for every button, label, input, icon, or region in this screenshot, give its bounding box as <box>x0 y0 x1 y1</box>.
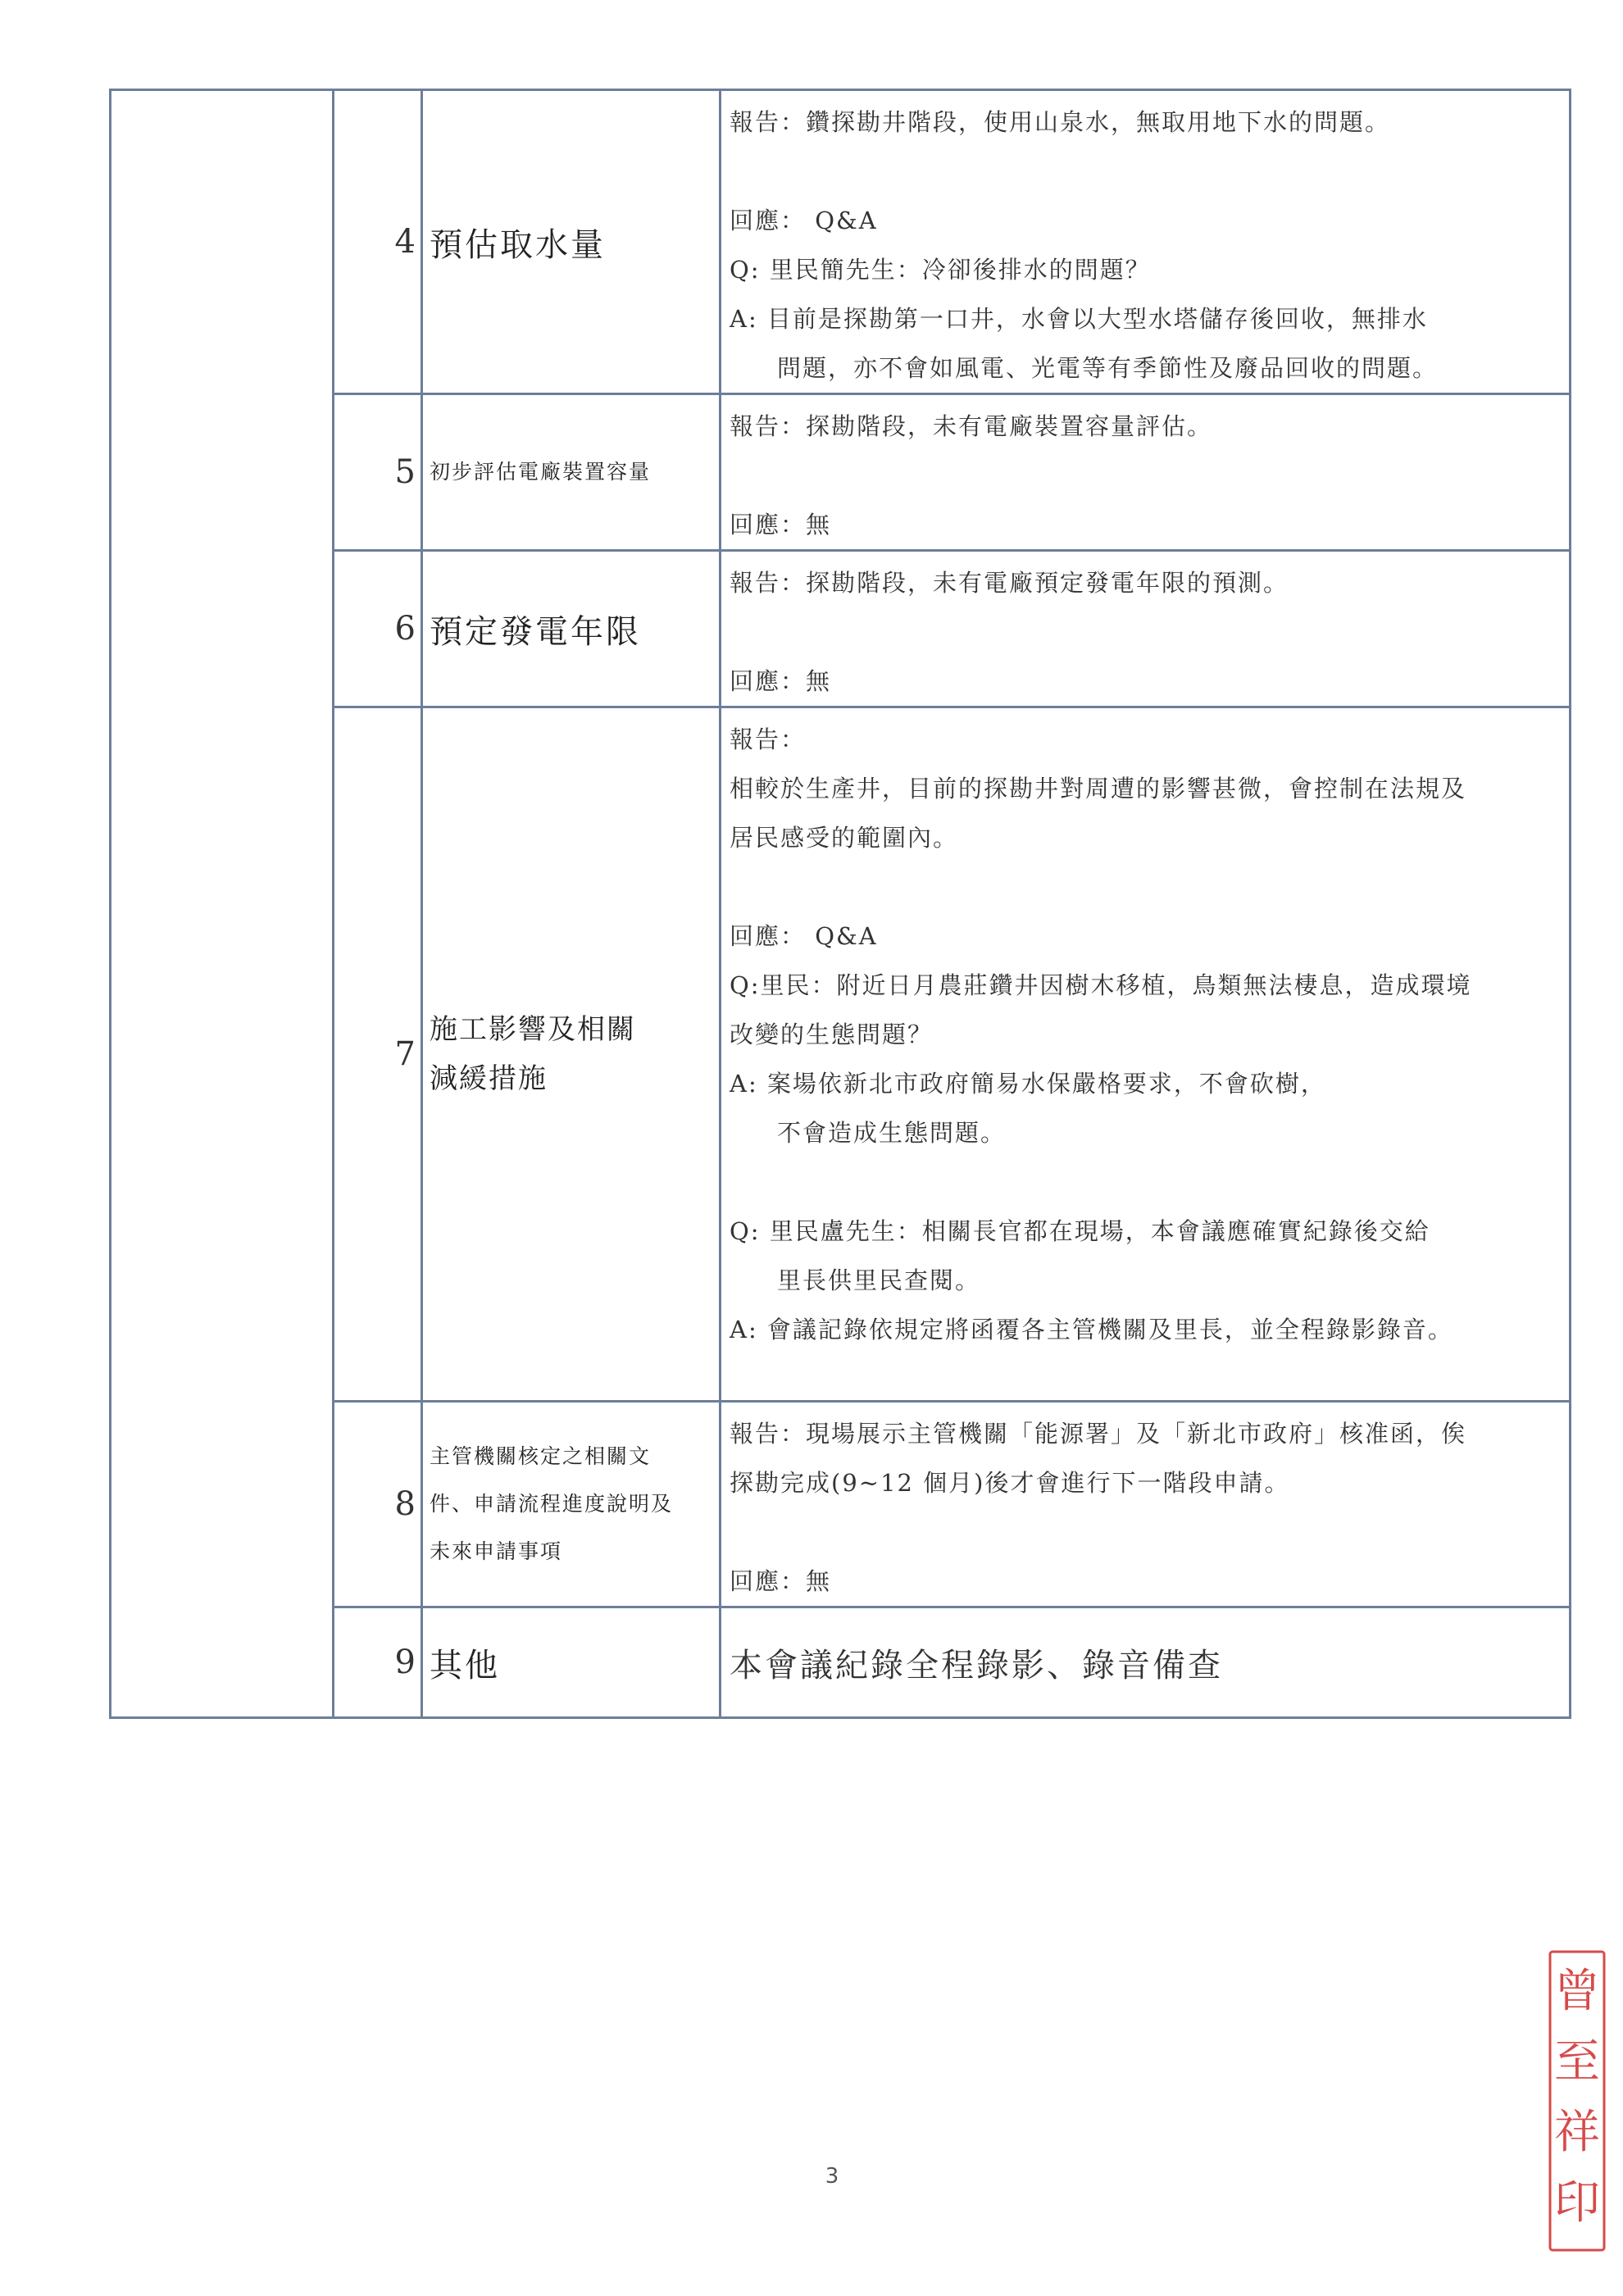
row-number: 6 <box>334 551 422 707</box>
blank-line <box>730 451 1561 500</box>
seal-character: 祥 <box>1554 2106 1600 2159</box>
item-title-line: 件、申請流程進度說明及 <box>430 1492 674 1516</box>
left-blank-column <box>111 90 334 1718</box>
content-line: 報告：現場展示主管機關「能源署」及「新北市政府」核准函，俟 <box>730 1420 1467 1448</box>
row-number: 4 <box>334 90 422 394</box>
seal-stamp-icon <box>1548 1949 1607 2253</box>
seal-character: 印 <box>1554 2176 1600 2230</box>
item-title: 初步評估電廠裝置容量 <box>422 394 721 551</box>
content-line: A: 會議記錄依規定將函覆各主管機關及里長，並全程錄影錄音。 <box>730 1316 1453 1344</box>
item-title-line: 減緩措施 <box>430 1062 548 1095</box>
item-content: 本會議紀錄全程錄影、錄音備查 <box>721 1607 1571 1718</box>
item-content <box>721 90 1571 394</box>
blank-line <box>730 1157 1561 1207</box>
minutes-table <box>109 89 1571 1719</box>
content-line: 回應： Q&A <box>730 207 878 234</box>
content-line: 報告： <box>730 725 807 753</box>
blank-line <box>730 1507 1561 1557</box>
row-number: 7 <box>334 707 422 1402</box>
content-line: 改變的生態問題？ <box>730 1021 934 1048</box>
item-content <box>721 551 1571 707</box>
row-number: 9 <box>334 1607 422 1718</box>
content-line: 報告：鑽探勘井階段，使用山泉水，無取用地下水的問題。 <box>730 108 1391 136</box>
content-line: 回應：無 <box>730 667 832 695</box>
row-number: 8 <box>334 1402 422 1607</box>
seal-character: 至 <box>1554 2035 1600 2089</box>
item-content <box>721 394 1571 551</box>
content-line: 報告：探勘階段，未有電廠裝置容量評估。 <box>730 412 1213 440</box>
item-title: 其他 <box>422 1607 721 1718</box>
item-title-line: 未來申請事項 <box>430 1539 563 1563</box>
item-title <box>422 1402 721 1607</box>
seal-character: 曾 <box>1554 1965 1600 2018</box>
content-line: 回應：無 <box>730 1567 832 1595</box>
content-line: Q:里民：附近日月農莊鑽井因樹木移植，鳥類無法棲息，造成環境 <box>730 971 1472 999</box>
blank-line <box>730 607 1561 657</box>
item-title <box>422 707 721 1402</box>
content-line: Q: 里民簡先生：冷卻後排水的問題？ <box>730 256 1151 284</box>
content-line: 里長供里民查閱。 <box>777 1266 981 1294</box>
item-content <box>721 1402 1571 1607</box>
content-line: A: 案場依新北市政府簡易水保嚴格要求，不會砍樹， <box>730 1070 1326 1098</box>
table-row <box>111 90 1571 394</box>
item-title-line: 施工影響及相關 <box>430 1013 636 1046</box>
blank-line <box>730 862 1561 912</box>
content-line: 報告：探勘階段，未有電廠預定發電年限的預測。 <box>730 569 1289 597</box>
content-line: 居民感受的範圍內。 <box>730 824 959 852</box>
item-title: 預定發電年限 <box>422 551 721 707</box>
content-line: 探勘完成(9~12 個月)後才會進行下一階段申請。 <box>730 1469 1290 1497</box>
page-number: 3 <box>825 2164 839 2189</box>
blank-line <box>730 147 1561 196</box>
content-line: 不會造成生態問題。 <box>777 1119 1007 1147</box>
item-content <box>721 707 1571 1402</box>
content-line: 回應： Q&A <box>730 922 878 950</box>
content-line: 相較於生產井，目前的探勘井對周遭的影響甚微，會控制在法規及 <box>730 775 1467 802</box>
row-number: 5 <box>334 394 422 551</box>
item-title-line: 主管機關核定之相關文 <box>430 1444 652 1468</box>
content-line: 回應：無 <box>730 511 832 539</box>
content-line: A: 目前是探勘第一口井，水會以大型水塔儲存後回收，無排水 <box>730 305 1428 333</box>
item-title: 預估取水量 <box>422 90 721 394</box>
content-line: Q: 里民盧先生：相關長官都在現場，本會議應確實紀錄後交給 <box>730 1217 1430 1245</box>
content-line: 問題，亦不會如風電、光電等有季節性及廢品回收的問題。 <box>777 354 1439 382</box>
